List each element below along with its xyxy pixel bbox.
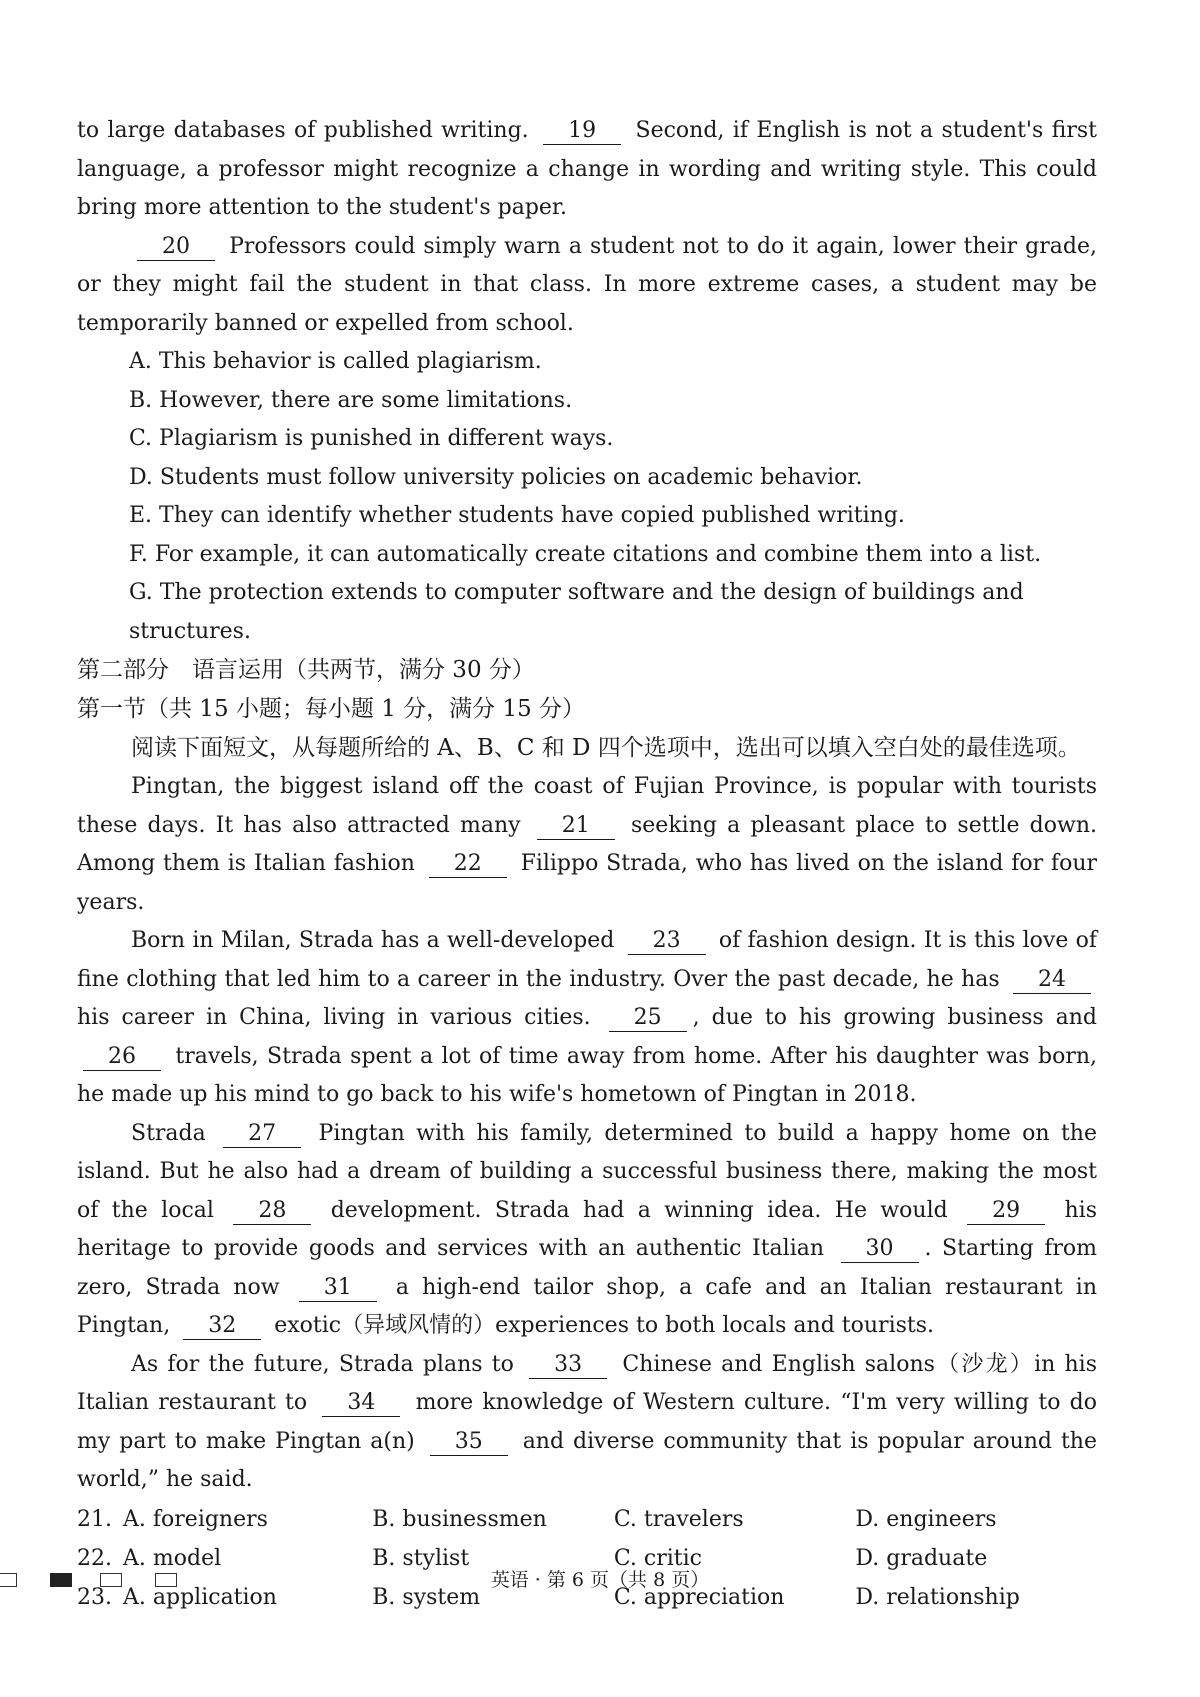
blank-25: 25 — [609, 1005, 687, 1032]
blank-20: 20 — [137, 234, 215, 261]
blank-24: 24 — [1013, 967, 1091, 994]
choice-c: C. travelers — [613, 1506, 744, 1532]
choice-b: B. businessmen — [372, 1506, 547, 1532]
cloze-paragraph: As for the future, Strada plans to 33 Chinese and English salons（沙龙）in his Italian restaurant to 34 more knowledge of Western culture. “I'm very willing to do my part to make Pingtan a(n) 35 and diverse community that is popular around the world,” he said. — [77, 1351, 1097, 1492]
choice-d: D. relationship — [855, 1584, 1020, 1610]
question-number: 23. — [77, 1584, 112, 1610]
blank-28: 28 — [233, 1198, 311, 1225]
question-row — [77, 1500, 1097, 1539]
page-number: 英语 · 第 6 页（共 8 页） — [490, 1569, 710, 1591]
choice-a: A. model — [123, 1545, 222, 1571]
section-instruction: 阅读下面短文，从每题所给的 A、B、C 和 D 四个选项中，选出可以填入空白处的最佳选项。 — [131, 735, 1081, 761]
blank-19: 19 — [543, 118, 621, 145]
cloze-paragraph: Pingtan, the biggest island off the coast of Fujian Province, is popular with tourists these days. It has also attracted many 21 seeking a pleasant place to settle down. Among them is Italian fashion 22 Filippo Strada, who has lived on the island for four years. — [77, 774, 1098, 915]
blank-26: 26 — [83, 1044, 161, 1071]
passage-paragraph: to large databases of published writing. 19 Second, if English is not a student's first language, a professor might recognize a change in wording and writing style. This could bring more attention to the student's paper. — [77, 118, 1097, 220]
blank-23: 23 — [628, 928, 706, 955]
blank-22: 22 — [429, 851, 507, 878]
answer-options-list — [77, 343, 1097, 651]
part-heading: 第二部分 语言运用（共两节，满分 30 分） — [77, 657, 535, 683]
blank-30: 30 — [841, 1236, 919, 1263]
blank-27: 27 — [223, 1121, 301, 1148]
exam-page — [77, 112, 1097, 1617]
blank-31: 31 — [299, 1275, 377, 1302]
cloze-paragraph: Strada 27 Pingtan with his family, determined to build a happy home on the island. But he also had a dream of building a successful business there, making the most of the local 28 development. Strada had a winning idea. He would 29 his heritage to provide goods and services with an authentic Italian 30 . Starting from zero, Strada now 31 a high-end tailor shop, a cafe and an Italian restaurant in Pingtan, 32 exotic（异域风情的）experiences to both locals and tourists. — [77, 1120, 1098, 1338]
question-number: 21. — [77, 1506, 112, 1532]
page-footer — [0, 1565, 1200, 1595]
passage-paragraph: 20 Professors could simply warn a student not to do it again, lower their grade, or they might fail the student in that class. In more extreme cases, a student may be temporarily banned or expelled from school. — [77, 233, 1097, 336]
blank-35: 35 — [430, 1429, 508, 1456]
choice-b: B. stylist — [372, 1545, 470, 1571]
choice-c: C. appreciation — [613, 1584, 785, 1610]
question-list — [77, 1500, 1097, 1617]
option-e: E. They can identify whether students have copied published writing. — [129, 503, 905, 528]
cloze-paragraph: Born in Milan, Strada has a well-developed 23 of fashion design. It is this love of fine clothing that led him to a career in the industry. Over the past decade, he has 24 his career in China, living in various cities. 25 , due to his growing business and 26 travels, Strada spent a lot of time away from home. After his daughter was born, he made up his mind to go back to his wife's hometown of Pingtan in 2018. — [77, 928, 1098, 1107]
section-heading: 第一节（共 15 小题；每小题 1 分，满分 15 分） — [77, 695, 586, 722]
option-d: D. Students must follow university policies on academic behavior. — [129, 464, 863, 490]
choice-b: B. system — [372, 1584, 481, 1610]
choice-d: D. graduate — [855, 1545, 988, 1571]
option-g: G. The protection extends to computer software and the design of buildings and structures. — [129, 580, 1024, 644]
question-number: 22. — [77, 1545, 112, 1571]
choice-a: A. application — [123, 1584, 277, 1610]
blank-29: 29 — [967, 1198, 1045, 1225]
option-b: B. However, there are some limitations. — [129, 387, 573, 413]
choice-a: A. foreigners — [123, 1506, 268, 1532]
choice-d: D. engineers — [855, 1506, 997, 1532]
blank-21: 21 — [537, 813, 615, 840]
choice-c: C. critic — [613, 1545, 702, 1571]
blank-33: 33 — [529, 1352, 607, 1379]
option-f: F. For example, it can automatically create citations and combine them into a list. — [129, 541, 1042, 567]
blank-32: 32 — [183, 1313, 261, 1340]
option-c: C. Plagiarism is punished in different ways. — [129, 426, 614, 451]
blank-34: 34 — [322, 1390, 400, 1417]
option-a: A. This behavior is called plagiarism. — [129, 349, 542, 374]
